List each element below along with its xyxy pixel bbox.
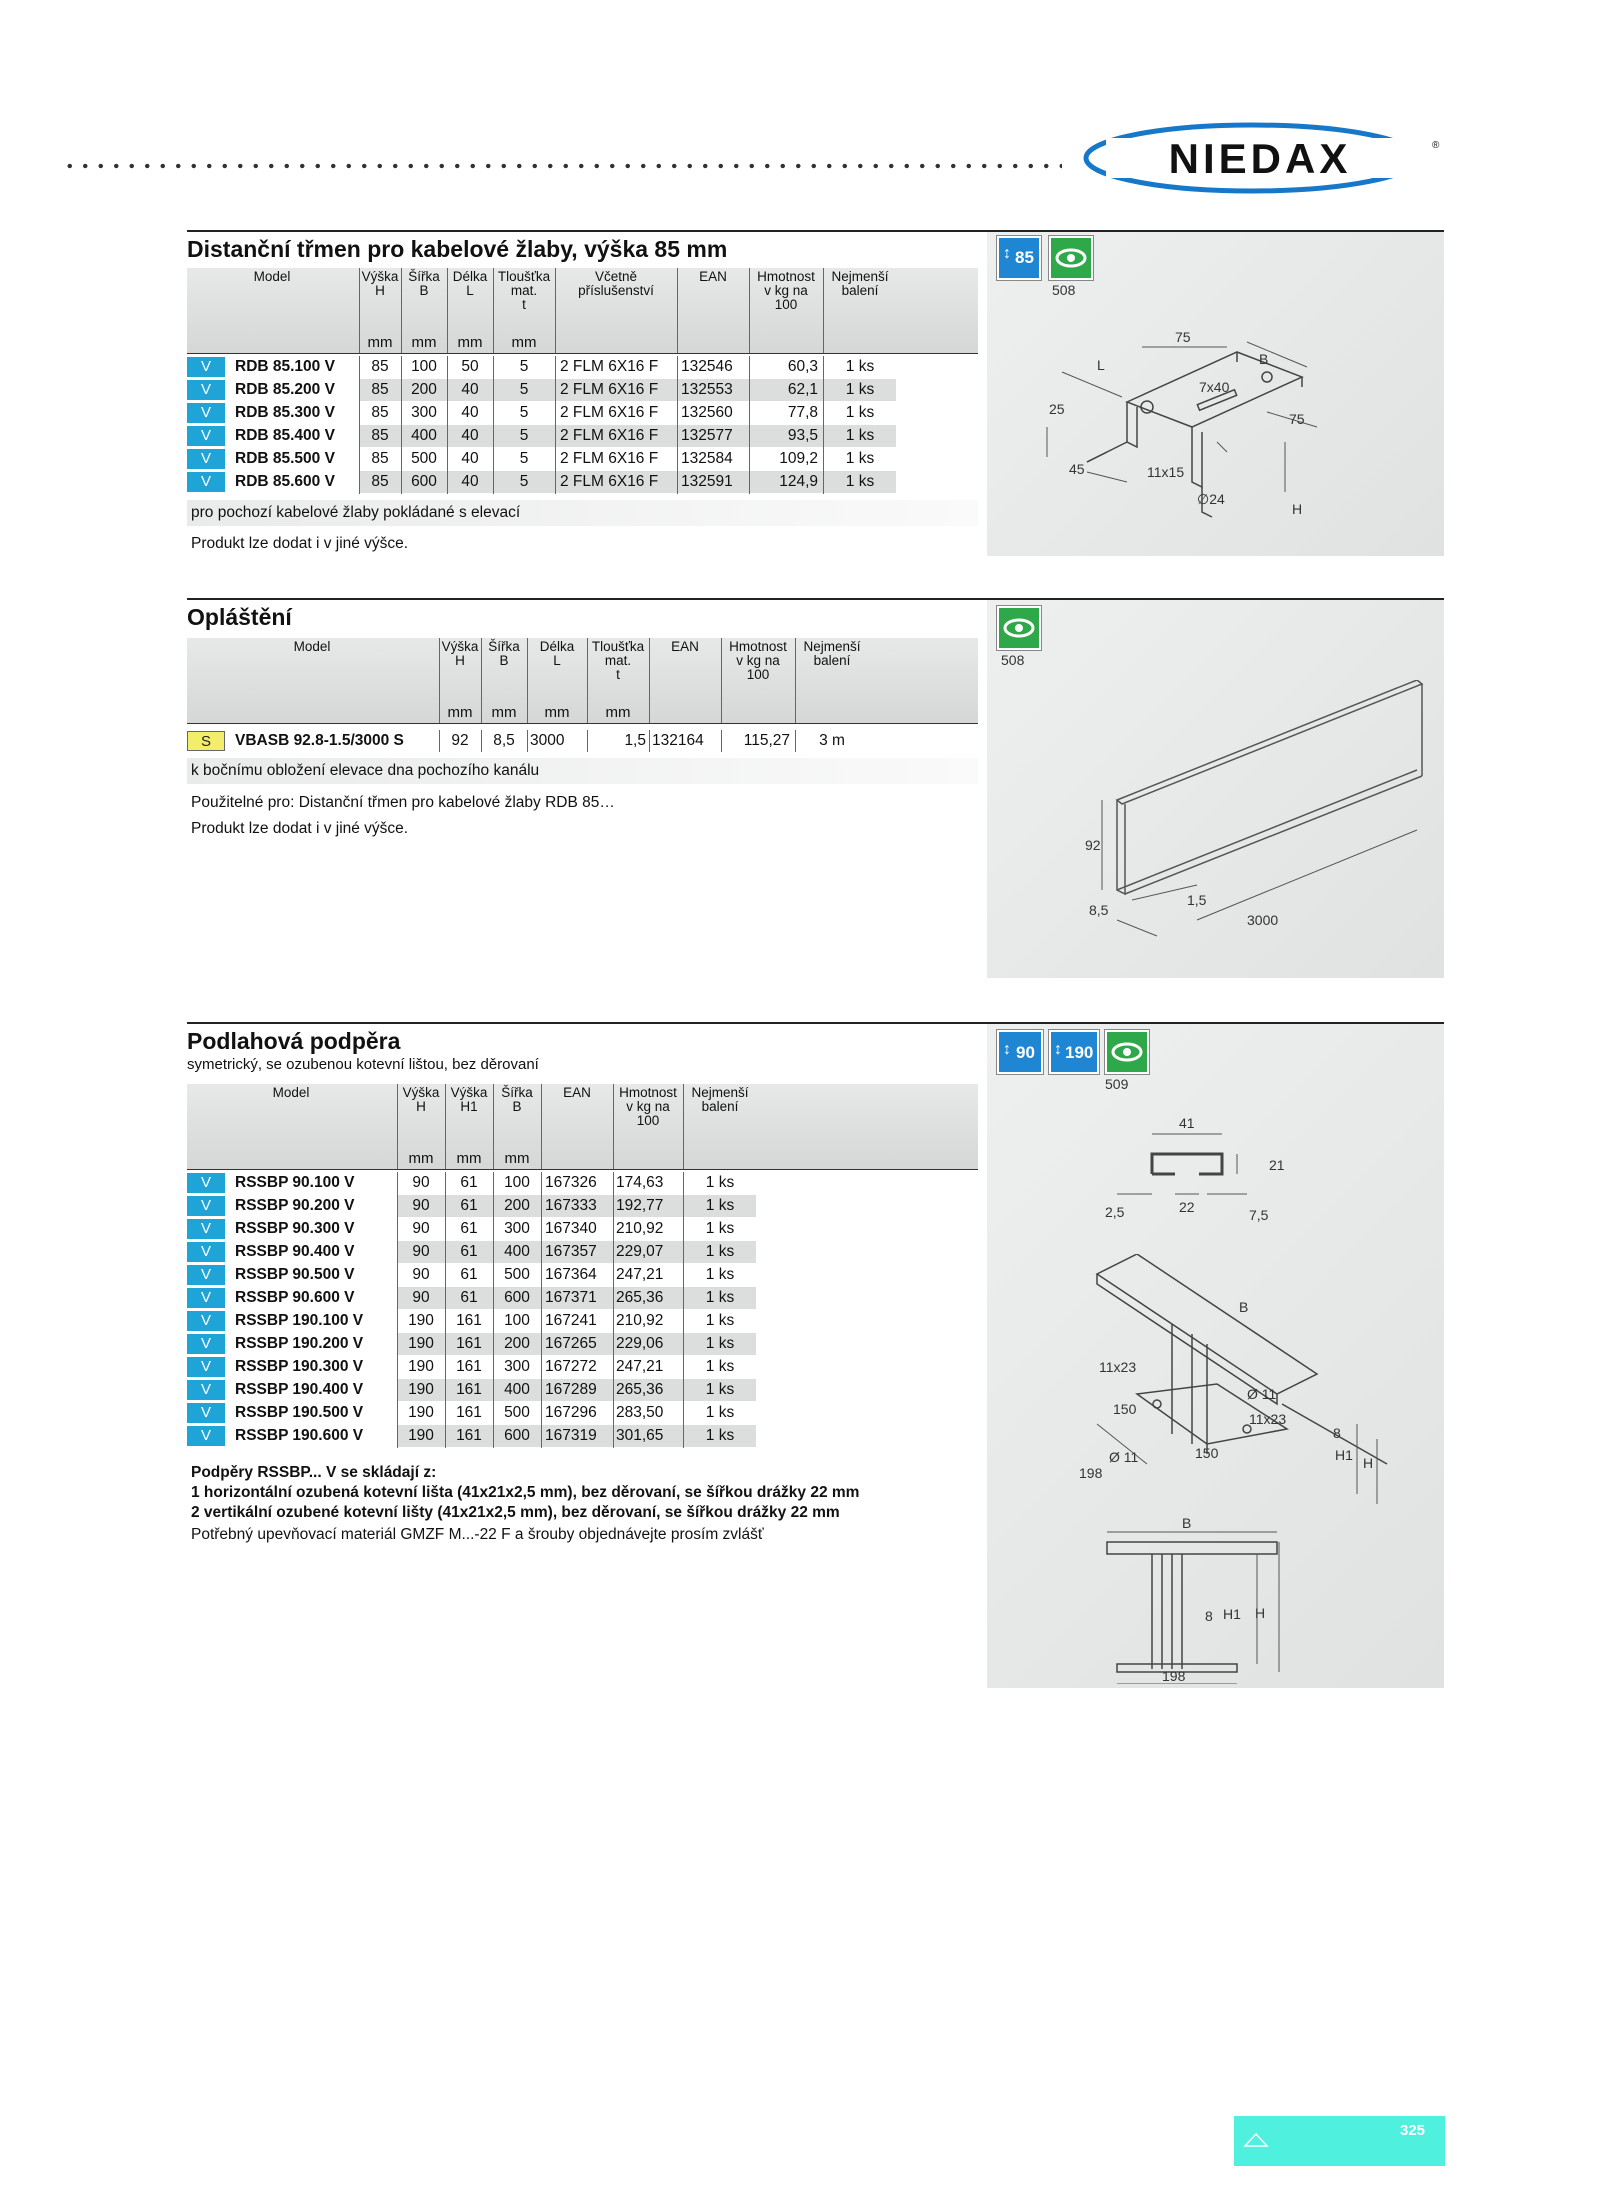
ean-cell: 132577	[681, 427, 733, 444]
rail-profile-drawing	[1087, 1104, 1437, 1244]
ean-cell: 167319	[545, 1427, 597, 1444]
section2-title: Opláštění	[187, 604, 292, 630]
col-width: Šířka B	[488, 639, 520, 668]
table-row	[187, 730, 978, 752]
svg-text:150: 150	[1113, 1401, 1137, 1417]
width-cell: 500	[504, 1404, 530, 1421]
unit-mm: mm	[408, 1150, 434, 1167]
category-code: V	[187, 426, 225, 446]
accessories-cell: 2 FLM 6X16 F	[560, 404, 659, 421]
brand-text: NIEDAX	[1168, 135, 1352, 182]
ean-cell: 167296	[545, 1404, 597, 1421]
svg-text:25: 25	[1049, 401, 1065, 417]
height-h1-cell: 61	[460, 1220, 478, 1237]
length-cell: 40	[461, 427, 479, 444]
pack-cell: 1 ks	[705, 1174, 735, 1191]
weight-cell: 192,77	[616, 1197, 664, 1214]
model-cell: RSSBP 90.500 V	[235, 1266, 355, 1283]
svg-text:198: 198	[1079, 1465, 1103, 1481]
accessories-cell: 2 FLM 6X16 F	[560, 450, 659, 467]
svg-text:H: H	[1255, 1605, 1266, 1621]
ean-cell: 167272	[545, 1358, 597, 1375]
thickness-cell: 5	[519, 473, 529, 490]
col-height: Výška H	[402, 1085, 440, 1114]
col-thickness: Tloušťka mat. t	[497, 269, 551, 312]
height-cell: 85	[371, 381, 389, 398]
svg-text:Ø 11: Ø 11	[1109, 1449, 1139, 1465]
section2-note2: Použitelné pro: Distanční třmen pro kabelové žlaby RDB 85…	[191, 794, 615, 811]
table-row	[187, 1310, 978, 1332]
category-code: V	[187, 1242, 225, 1262]
svg-text:1,5: 1,5	[1187, 892, 1207, 908]
height-h1-cell: 61	[460, 1197, 478, 1214]
category-code: V	[187, 1311, 225, 1331]
model-cell: RDB 85.600 V	[235, 473, 335, 490]
model-cell: RSSBP 190.100 V	[235, 1312, 364, 1329]
col-length: Délka L	[452, 269, 488, 298]
model-cell: RDB 85.100 V	[235, 358, 335, 375]
model-cell: RSSBP 190.300 V	[235, 1358, 364, 1375]
pack-cell: 1 ks	[845, 427, 875, 444]
thickness-cell: 5	[519, 381, 529, 398]
width-cell: 600	[411, 473, 437, 490]
section3-table-header	[187, 1084, 978, 1170]
height-cell: 85	[371, 450, 389, 467]
svg-text:®: ®	[1432, 140, 1440, 151]
model-cell: RSSBP 90.300 V	[235, 1220, 355, 1237]
pack-cell: 1 ks	[705, 1335, 735, 1352]
section3-note1: Potřebný upevňovací materiál GMZF M...-22 F a šrouby objednávejte prosím zvlášť	[191, 1526, 764, 1543]
unit-mm: mm	[367, 334, 393, 351]
col-pack: Nejmenší balení	[831, 269, 889, 298]
weight-cell: 265,36	[616, 1289, 664, 1306]
length-cell: 3000	[530, 732, 565, 749]
table-row	[187, 379, 978, 401]
weight-cell: 247,21	[616, 1358, 664, 1375]
height-cell: 90	[412, 1174, 430, 1191]
svg-text:∅24: ∅24	[1197, 491, 1225, 507]
svg-text:150: 150	[1195, 1445, 1219, 1461]
height-cell: 92	[451, 732, 469, 749]
table-row	[187, 471, 978, 493]
width-cell: 300	[411, 404, 437, 421]
support-front-drawing	[1087, 1514, 1437, 1684]
table-row	[187, 1195, 978, 1217]
height-h1-cell: 161	[456, 1404, 482, 1421]
svg-text:41: 41	[1179, 1115, 1195, 1131]
col-pack: Nejmenší balení	[803, 639, 861, 668]
ean-cell: 132584	[681, 450, 733, 467]
svg-text:7,5: 7,5	[1249, 1207, 1269, 1223]
table-row	[187, 1241, 978, 1263]
pack-cell: 1 ks	[705, 1243, 735, 1260]
weight-cell: 247,21	[616, 1266, 664, 1283]
col-height-h1: Výška H1	[450, 1085, 488, 1114]
height-h1-cell: 161	[456, 1335, 482, 1352]
pack-cell: 1 ks	[705, 1312, 735, 1329]
ean-cell: 132164	[652, 732, 704, 749]
section3-composition-line2: 2 vertikální ozubené kotevní lišty (41x21x2,5 mm), bez děrovaní, se šířkou drážky 22 mm	[191, 1504, 840, 1521]
category-icon	[1242, 2130, 1270, 2152]
pack-cell: 1 ks	[845, 473, 875, 490]
width-cell: 100	[411, 358, 437, 375]
accessories-cell: 2 FLM 6X16 F	[560, 381, 659, 398]
table-row	[187, 1287, 978, 1309]
svg-text:45: 45	[1069, 461, 1085, 477]
weight-cell: 229,07	[616, 1243, 664, 1260]
height-cell: 90	[412, 1220, 430, 1237]
section2-table-header	[187, 638, 978, 724]
svg-text:11x23: 11x23	[1249, 1411, 1287, 1427]
svg-text:8: 8	[1333, 1425, 1341, 1441]
unit-mm: mm	[605, 704, 631, 721]
table-row	[187, 402, 978, 424]
width-cell: 600	[504, 1289, 530, 1306]
category-code: V	[187, 1357, 225, 1377]
table-row	[187, 1333, 978, 1355]
section1-note2: Produkt lze dodat i v jiné výšce.	[191, 535, 409, 552]
weight-cell: 301,65	[616, 1427, 664, 1444]
table-row	[187, 1425, 978, 1447]
category-code: V	[187, 1403, 225, 1423]
ean-cell: 132560	[681, 404, 733, 421]
height-h1-cell: 161	[456, 1312, 482, 1329]
weight-cell: 229,06	[616, 1335, 664, 1352]
pack-cell: 1 ks	[705, 1404, 735, 1421]
height-cell: 85	[371, 427, 389, 444]
model-cell: RSSBP 90.200 V	[235, 1197, 355, 1214]
svg-text:H: H	[1292, 501, 1303, 517]
height-cell: 90	[412, 1266, 430, 1283]
pack-cell: 1 ks	[845, 404, 875, 421]
svg-text:198: 198	[1162, 1668, 1186, 1684]
header-dotted-rule	[62, 162, 1062, 170]
height-h1-cell: 61	[460, 1266, 478, 1283]
width-cell: 400	[411, 427, 437, 444]
ref-page: 508	[1001, 652, 1025, 668]
ean-cell: 167333	[545, 1197, 597, 1214]
unit-mm: mm	[504, 1150, 530, 1167]
width-cell: 200	[504, 1197, 530, 1214]
height-badge-90: ↕ 90	[997, 1030, 1043, 1074]
height-cell: 90	[412, 1197, 430, 1214]
bracket-drawing	[1027, 302, 1427, 552]
width-cell: 500	[411, 450, 437, 467]
height-cell: 190	[408, 1381, 434, 1398]
model-cell: RSSBP 190.400 V	[235, 1381, 364, 1398]
ean-cell: 167364	[545, 1266, 597, 1283]
section3-subtitle: symetrický, se ozubenou kotevní lištou, bez děrovaní	[187, 1056, 539, 1073]
section3-composition-line1: 1 horizontální ozubená kotevní lišta (41x21x2,5 mm), bez děrovaní, se šířkou drážky 22 mm	[191, 1484, 860, 1501]
model-cell: RDB 85.300 V	[235, 404, 335, 421]
category-code: S	[187, 731, 225, 751]
weight-cell: 77,8	[787, 404, 818, 421]
unit-mm: mm	[411, 334, 437, 351]
ean-cell: 132546	[681, 358, 733, 375]
accessories-cell: 2 FLM 6X16 F	[560, 358, 659, 375]
svg-text:H1: H1	[1223, 1606, 1241, 1622]
category-code: V	[187, 1265, 225, 1285]
eye-icon	[1105, 1030, 1149, 1074]
col-width: Šířka B	[501, 1085, 533, 1114]
weight-cell: 210,92	[616, 1312, 664, 1329]
weight-cell: 210,92	[616, 1220, 664, 1237]
svg-text:H1: H1	[1335, 1447, 1353, 1463]
thickness-cell: 5	[519, 404, 529, 421]
section3-composition-title: Podpěry RSSBP... V se skládají z:	[191, 1464, 437, 1481]
svg-text:11x15: 11x15	[1147, 464, 1185, 480]
pack-cell: 1 ks	[845, 381, 875, 398]
col-model: Model	[293, 639, 331, 654]
unit-mm: mm	[456, 1150, 482, 1167]
model-cell: RDB 85.400 V	[235, 427, 335, 444]
svg-text:B: B	[1239, 1299, 1249, 1315]
pack-cell: 1 ks	[845, 450, 875, 467]
svg-text:L: L	[1097, 357, 1105, 373]
height-cell: 85	[371, 358, 389, 375]
model-cell: RSSBP 190.600 V	[235, 1427, 364, 1444]
height-cell: 85	[371, 404, 389, 421]
col-weight: Hmotnost v kg na 100	[619, 1085, 677, 1128]
width-cell: 100	[504, 1174, 530, 1191]
table-row	[187, 1356, 978, 1378]
table-row	[187, 1402, 978, 1424]
unit-mm: mm	[511, 334, 537, 351]
support-3d-drawing	[1057, 1254, 1437, 1514]
height-h1-cell: 161	[456, 1358, 482, 1375]
length-cell: 40	[461, 404, 479, 421]
category-code: V	[187, 1380, 225, 1400]
width-cell: 400	[504, 1243, 530, 1260]
category-code: V	[187, 1173, 225, 1193]
thickness-cell: 5	[519, 358, 529, 375]
section3-title: Podlahová podpěra	[187, 1028, 401, 1054]
ref-page: 509	[1105, 1076, 1129, 1092]
accessories-cell: 2 FLM 6X16 F	[560, 427, 659, 444]
model-cell: RSSBP 190.200 V	[235, 1335, 364, 1352]
height-cell: 90	[412, 1289, 430, 1306]
ean-cell: 167289	[545, 1381, 597, 1398]
col-pack: Nejmenší balení	[691, 1085, 749, 1114]
svg-text:7x40: 7x40	[1199, 379, 1230, 395]
pack-cell: 1 ks	[705, 1289, 735, 1306]
height-cell: 190	[408, 1404, 434, 1421]
unit-mm: mm	[447, 704, 473, 721]
height-h1-cell: 61	[460, 1174, 478, 1191]
ean-cell: 132591	[681, 473, 733, 490]
niedax-logo	[1080, 118, 1440, 198]
width-cell: 600	[504, 1427, 530, 1444]
col-ean: EAN	[699, 269, 727, 284]
pack-cell: 3 m	[819, 732, 845, 749]
pack-cell: 1 ks	[705, 1220, 735, 1237]
height-cell: 90	[412, 1243, 430, 1260]
width-cell: 500	[504, 1266, 530, 1283]
cladding-drawing	[1077, 680, 1444, 970]
height-h1-cell: 161	[456, 1381, 482, 1398]
page-number: 325	[1400, 2122, 1426, 2139]
col-height: Výška H	[361, 269, 399, 298]
length-cell: 40	[461, 381, 479, 398]
ean-cell: 167265	[545, 1335, 597, 1352]
model-cell: VBASB 92.8-1.5/3000 S	[235, 732, 404, 749]
col-model: Model	[253, 269, 291, 284]
svg-text:11x23: 11x23	[1099, 1359, 1137, 1375]
table-row	[187, 1172, 978, 1194]
col-model: Model	[272, 1085, 310, 1100]
width-cell: 8,5	[493, 732, 515, 749]
svg-text:2,5: 2,5	[1105, 1204, 1125, 1220]
thickness-cell: 5	[519, 427, 529, 444]
category-code: V	[187, 357, 225, 377]
length-cell: 40	[461, 450, 479, 467]
category-code: V	[187, 380, 225, 400]
weight-cell: 60,3	[787, 358, 818, 375]
eye-icon	[1049, 236, 1093, 280]
section2-note3: Produkt lze dodat i v jiné výšce.	[191, 820, 409, 837]
svg-text:Ø 11: Ø 11	[1247, 1386, 1277, 1402]
height-cell: 190	[408, 1427, 434, 1444]
width-cell: 100	[504, 1312, 530, 1329]
section1-table-header	[187, 268, 978, 354]
category-code: V	[187, 403, 225, 423]
thickness-cell: 1,5	[624, 732, 646, 749]
section2-note1: k bočnímu obložení elevace dna pochozího kanálu	[191, 762, 540, 779]
category-code: V	[187, 1288, 225, 1308]
height-cell: 190	[408, 1312, 434, 1329]
height-cell: 190	[408, 1358, 434, 1375]
section1-title: Distanční třmen pro kabelové žlaby, výška 85 mm	[187, 236, 728, 262]
height-h1-cell: 61	[460, 1243, 478, 1260]
svg-text:22: 22	[1179, 1199, 1195, 1215]
svg-text:75: 75	[1175, 329, 1191, 345]
unit-mm: mm	[457, 334, 483, 351]
section2-illustration	[987, 600, 1444, 978]
svg-text:H: H	[1363, 1455, 1374, 1471]
section1-illustration	[987, 232, 1444, 556]
table-row	[187, 425, 978, 447]
col-ean: EAN	[671, 639, 699, 654]
unit-mm: mm	[544, 704, 570, 721]
category-code: V	[187, 1196, 225, 1216]
pack-cell: 1 ks	[705, 1197, 735, 1214]
section3-illustration	[987, 1024, 1444, 1688]
col-ean: EAN	[563, 1085, 591, 1100]
pack-cell: 1 ks	[705, 1381, 735, 1398]
model-cell: RSSBP 190.500 V	[235, 1404, 364, 1421]
col-height: Výška H	[441, 639, 479, 668]
category-code: V	[187, 1334, 225, 1354]
ref-page: 508	[1052, 282, 1076, 298]
svg-text:21: 21	[1269, 1157, 1285, 1173]
table-row	[187, 1218, 978, 1240]
pack-cell: 1 ks	[705, 1266, 735, 1283]
svg-text:B: B	[1182, 1515, 1192, 1531]
ean-cell: 167340	[545, 1220, 597, 1237]
length-cell: 50	[461, 358, 479, 375]
col-accessories: Včetně příslušenství	[578, 269, 654, 298]
thickness-cell: 5	[519, 450, 529, 467]
weight-cell: 174,63	[616, 1174, 664, 1191]
width-cell: 200	[411, 381, 437, 398]
weight-cell: 62,1	[787, 381, 818, 398]
model-cell: RDB 85.500 V	[235, 450, 335, 467]
height-h1-cell: 61	[460, 1289, 478, 1306]
svg-text:B: B	[1259, 351, 1269, 367]
accessories-cell: 2 FLM 6X16 F	[560, 473, 659, 490]
ean-cell: 167326	[545, 1174, 597, 1191]
unit-mm: mm	[491, 704, 517, 721]
length-cell: 40	[461, 473, 479, 490]
category-code: V	[187, 1426, 225, 1446]
width-cell: 400	[504, 1381, 530, 1398]
weight-cell: 265,36	[616, 1381, 664, 1398]
weight-cell: 124,9	[779, 473, 818, 490]
pack-cell: 1 ks	[845, 358, 875, 375]
weight-cell: 283,50	[616, 1404, 664, 1421]
svg-text:8: 8	[1205, 1608, 1213, 1624]
svg-text:3000: 3000	[1247, 912, 1279, 928]
height-cell: 190	[408, 1335, 434, 1352]
col-length: Délka L	[539, 639, 575, 668]
ean-cell: 167357	[545, 1243, 597, 1260]
height-badge-85: ↕ 85	[997, 236, 1041, 280]
col-weight: Hmotnost v kg na 100	[729, 639, 787, 682]
col-width: Šířka B	[408, 269, 440, 298]
height-h1-cell: 161	[456, 1427, 482, 1444]
width-cell: 200	[504, 1335, 530, 1352]
section1-note1: pro pochozí kabelové žlaby pokládané s elevací	[191, 504, 521, 521]
width-cell: 300	[504, 1220, 530, 1237]
weight-cell: 109,2	[779, 450, 818, 467]
height-cell: 85	[371, 473, 389, 490]
table-row	[187, 1264, 978, 1286]
width-cell: 300	[504, 1358, 530, 1375]
ean-cell: 167241	[545, 1312, 597, 1329]
height-badge-190: ↕ 190	[1049, 1030, 1099, 1074]
ean-cell: 167371	[545, 1289, 597, 1306]
svg-text:92: 92	[1085, 837, 1101, 853]
ean-cell: 132553	[681, 381, 733, 398]
model-cell: RSSBP 90.100 V	[235, 1174, 355, 1191]
category-code: V	[187, 449, 225, 469]
eye-icon	[997, 606, 1041, 650]
svg-text:8,5: 8,5	[1089, 902, 1109, 918]
model-cell: RSSBP 90.400 V	[235, 1243, 355, 1260]
model-cell: RDB 85.200 V	[235, 381, 335, 398]
table-row	[187, 356, 978, 378]
category-code: V	[187, 472, 225, 492]
table-row	[187, 448, 978, 470]
category-code: V	[187, 1219, 225, 1239]
col-thickness: Tloušťka mat. t	[591, 639, 645, 682]
pack-cell: 1 ks	[705, 1427, 735, 1444]
weight-cell: 93,5	[787, 427, 818, 444]
pack-cell: 1 ks	[705, 1358, 735, 1375]
weight-cell: 115,27	[743, 732, 790, 749]
model-cell: RSSBP 90.600 V	[235, 1289, 355, 1306]
col-weight: Hmotnost v kg na 100	[757, 269, 815, 312]
table-row	[187, 1379, 978, 1401]
svg-text:75: 75	[1289, 411, 1305, 427]
